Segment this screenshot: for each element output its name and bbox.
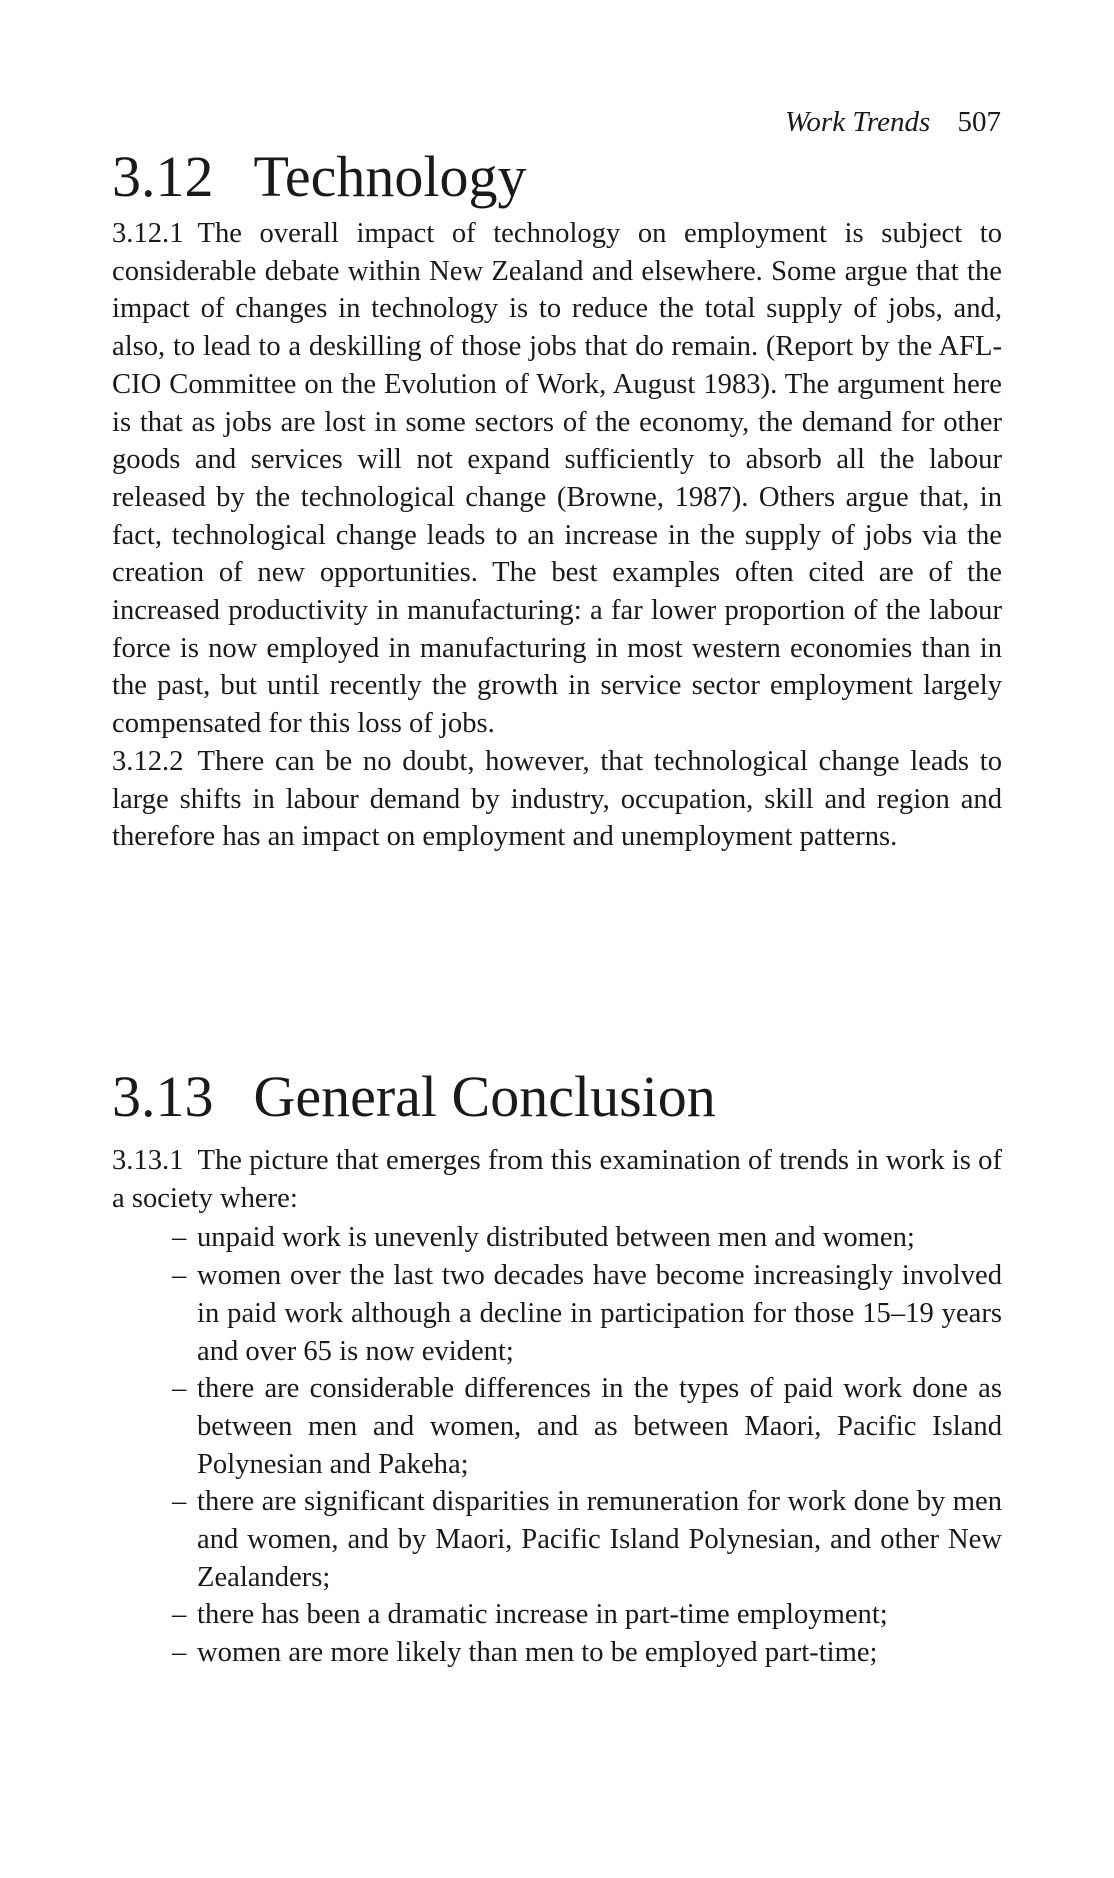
paragraph-text: The overall impact of technology on employment is subject to considerable debate within New Zealand and elsewhere. Some argue that the impact of changes in technology is to reduce the total supply of jobs, and, also, to lead to a deskilling of those jobs that do remain. (Report by the AFL-CIO Committee on the Evolution of Work, August 1983). The argument here is that as jobs are lost in some sectors of the economy, the demand for other goods and services will not expand sufficiently to absorb all the labour released by the technological change (Browne, 1987). Others argue that, in fact, technological change leads to an increase in the supply of jobs via the creation of new opportunities. The best examples often cited are of the increased productivity in manufacturing: a far lower proportion of the labour force is now employed in manufacturing in most western economies than in the past, but until recently the growth in service sector employment largely compensated for this loss of jobs. bbox=[112, 218, 1002, 740]
list-item-text: unpaid work is unevenly distributed between men and women; bbox=[197, 1222, 915, 1254]
page-number: 507 bbox=[957, 106, 1001, 138]
list-item bbox=[112, 1634, 1002, 1672]
list-item-text: women are more likely than men to be employed part-time; bbox=[197, 1637, 878, 1669]
list-item-text: women over the last two decades have become increasingly involved in paid work although a decline in participation for those 15–19 years and over 65 is now evident; bbox=[197, 1260, 1002, 1367]
list-item bbox=[112, 1370, 1002, 1483]
paragraph-3-13-1 bbox=[112, 1142, 1002, 1217]
paragraph-text: There can be no doubt, however, that technological change leads to large shifts in labour demand by industry, occupation, skill and region and therefore has an impact on employment and unemployment patterns. bbox=[112, 745, 1002, 853]
conclusion-list bbox=[112, 1219, 1002, 1671]
paragraph-number: 3.12.1 bbox=[112, 218, 184, 249]
list-item-text: there has been a dramatic increase in part-time employment; bbox=[197, 1599, 888, 1631]
general-conclusion-body bbox=[112, 1142, 1002, 1672]
section-number: 3.12 bbox=[112, 144, 214, 209]
list-marker: – bbox=[172, 1222, 187, 1254]
section-title: Technology bbox=[253, 144, 527, 209]
list-marker: – bbox=[172, 1637, 187, 1669]
paragraph-text: The picture that emerges from this examination of trends in work is of a society where: bbox=[112, 1145, 1002, 1214]
list-item bbox=[112, 1483, 1002, 1596]
list-item bbox=[112, 1596, 1002, 1634]
technology-section-body bbox=[112, 215, 1002, 856]
section-title: General Conclusion bbox=[253, 1064, 716, 1129]
list-item-text: there are significant disparities in remuneration for work done by men and women, and by Maori, Pacific Island Polynesian, and other New Zealanders; bbox=[197, 1486, 1002, 1593]
list-marker: – bbox=[172, 1260, 187, 1292]
list-item bbox=[112, 1219, 1002, 1257]
section-heading-general-conclusion bbox=[112, 1064, 716, 1129]
section-heading-technology bbox=[112, 144, 527, 209]
section-number: 3.13 bbox=[112, 1064, 214, 1129]
list-marker: – bbox=[172, 1373, 187, 1405]
paragraph-number: 3.12.2 bbox=[112, 745, 184, 777]
running-head bbox=[785, 108, 1001, 137]
list-item bbox=[112, 1257, 1002, 1370]
paragraph-3-12-1 bbox=[112, 215, 1002, 743]
paragraph-number: 3.13.1 bbox=[112, 1145, 184, 1176]
list-marker: – bbox=[172, 1486, 187, 1518]
list-item-text: there are considerable differences in the types of paid work done as between men and women, and as between Maori, Pacific Island Polynesian and Pakeha; bbox=[197, 1373, 1002, 1480]
running-head-title: Work Trends bbox=[784, 106, 931, 138]
list-marker: – bbox=[172, 1599, 187, 1631]
paragraph-3-12-2 bbox=[112, 743, 1002, 856]
